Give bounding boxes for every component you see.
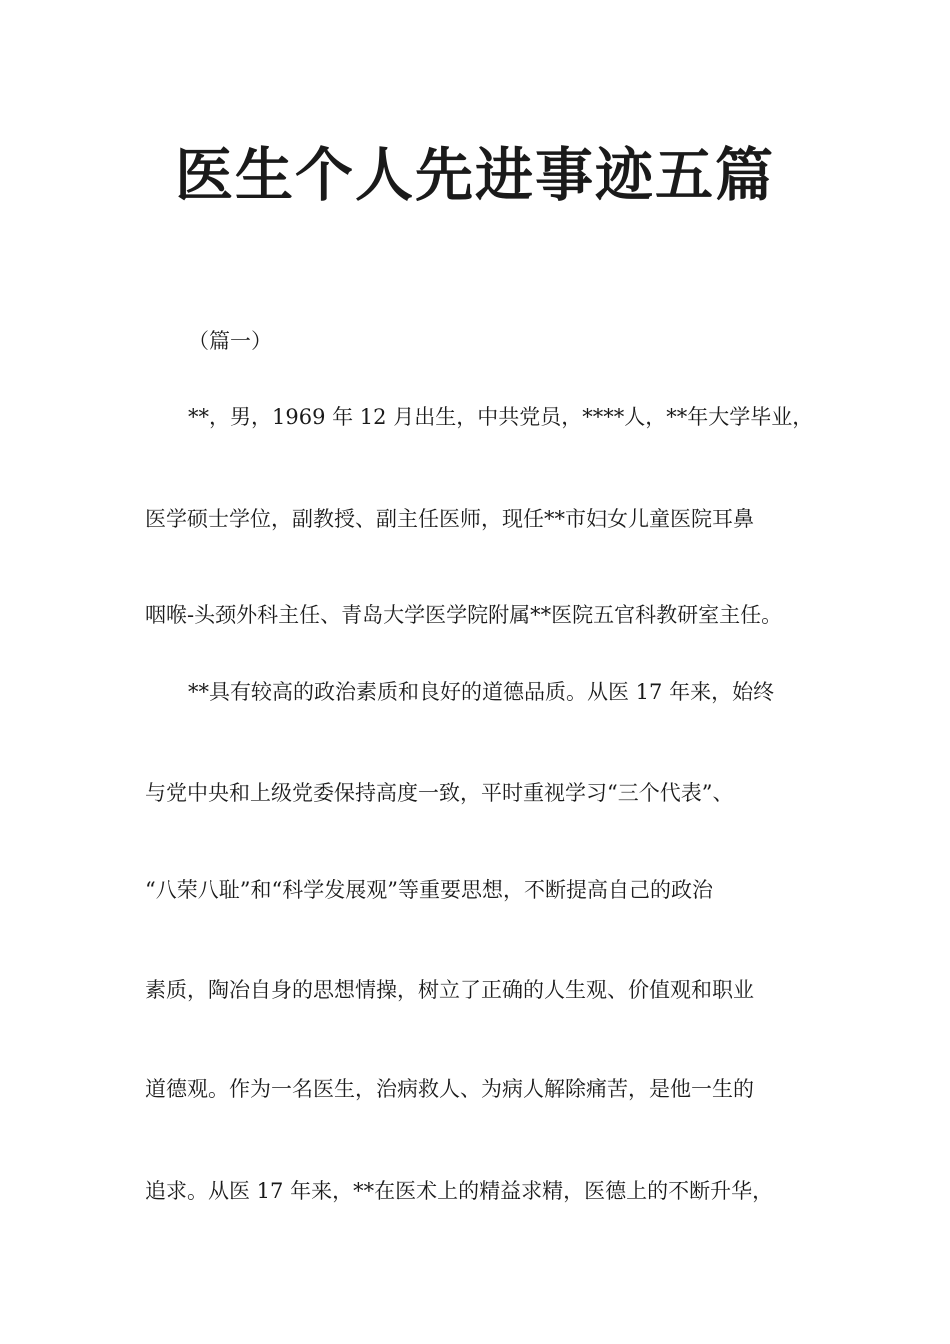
document-title: 医生个人先进事迹五篇 [174, 141, 775, 209]
section-heading: （篇一） [188, 329, 272, 353]
paragraph-line: 医学硕士学位，副教授、副主任医师，现任**市妇女儿童医院耳鼻 [145, 507, 754, 531]
paragraph-line: 咽喉-头颈外科主任、青岛大学医学院附属**医院五官科教研室主任。 [145, 603, 783, 627]
paragraph-line: **具有较高的政治素质和良好的道德品质。从医 17 年来，始终 [188, 680, 775, 704]
paragraph-line: 道德观。作为一名医生，治病救人、为病人解除痛苦，是他一生的 [145, 1077, 754, 1101]
paragraph-line: 素质，陶冶自身的思想情操，树立了正确的人生观、价值观和职业 [145, 978, 754, 1002]
paragraph-line: 追求。从医 17 年来，**在医术上的精益求精，医德上的不断升华， [145, 1179, 774, 1203]
paragraph-line: 与党中央和上级党委保持高度一致，平时重视学习“三个代表”、 [145, 781, 734, 805]
paragraph-line: **，男，1969 年 12 月出生，中共党员，****人，**年大学毕业， [188, 405, 814, 429]
paragraph-line: “八荣八耻”和“科学发展观”等重要思想，不断提高自己的政治 [145, 878, 713, 902]
